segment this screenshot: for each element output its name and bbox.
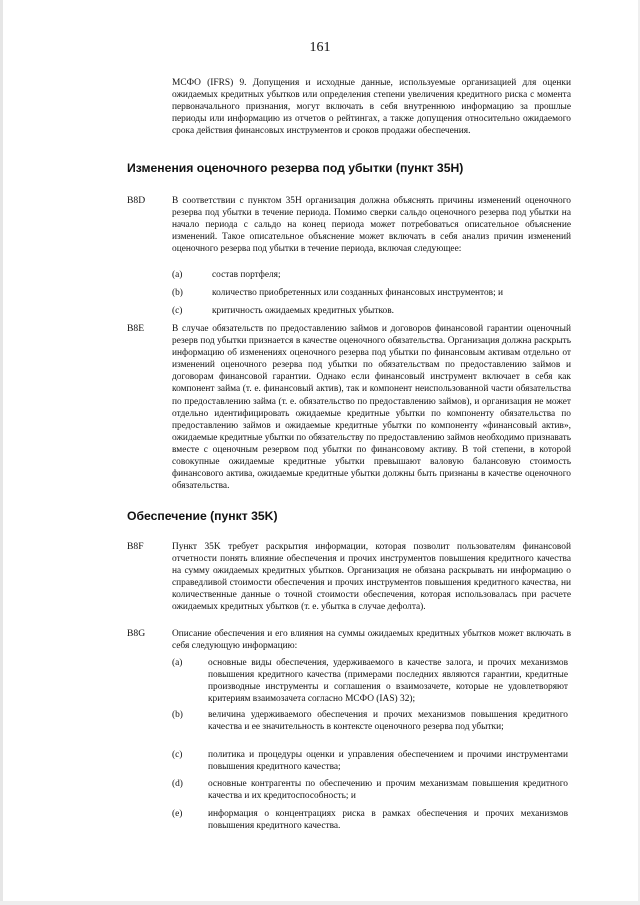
list-item: информация о концентрациях риска в рамках обеспечения и прочих механизмов повышения кредитного качества. — [208, 809, 568, 832]
list-item: основные виды обеспечения, удерживаемого в качестве залога, и прочих механизмов повышения кредитного качества (примерами последних являются гарантии, кредитные производные инструменты и соглашения о взаимозачете, которые не удовлетворяют критериям взаимозачета согласно МСФО (IAS) 32); — [208, 658, 568, 705]
list-item-mark: (b) — [172, 288, 183, 298]
list-item-mark: (c) — [172, 750, 183, 760]
intro-paragraph: МСФО (IFRS) 9. Допущения и исходные данные, используемые организацией для оценки ожидаемых кредитных убытков или определения степени увеличения кредитного риска с момента первоначального признания, могут включать в себя внутреннюю информацию за прошлые периоды или информацию из отчетов о рейтингах, а также допущения относительно ожидаемого срока действия финансовых инструментов и сроков продажи обеспечения. — [172, 78, 571, 137]
paragraph-b8e: В случае обязательств по предоставлению займов и договоров финансовой гарантии оценочный резерв под убытки признается в качестве оценочного обязательства. Организация должна раскрыть информацию об изменениях оценочного резерва под убытки по финансовым активам отдельно от изменений оценочного резерва под убытки по обязательствам по предоставлению займов и договорам финансовой гарантии. Однако если финансовый инструмент включает в себя как компонент займа (т. е. финансовый актив), так и компонент неиспользованной части обязательства по предоставлению займа (т. е. обязательство по предоставлению займов), и организация не может отдельно идентифицировать ожидаемые кредитные убытки по компоненту обязательства по предоставлению займов и ожидаемые кредитные убытки по компоненту «финансовый актив», ожидаемые кредитные убытки по обязательству по предоставлению займов необходимо признавать вместе с оценочным резервом под убытки по финансовому активу. В той степени, в которой совокупные ожидаемые кредитные убытки превышают валовую балансовую стоимость финансового актива, ожидаемые кредитные убытки должны быть признаны в качестве оценочного обязательства. — [172, 324, 572, 492]
scan-bottom-edge — [0, 901, 640, 905]
paragraph-b8g: Описание обеспечения и его влияния на суммы ожидаемых кредитных убытков может включать в себя следующую информацию: — [172, 629, 571, 652]
scan-left-edge — [0, 0, 3, 905]
list-item: количество приобретенных или созданных финансовых инструментов; и — [212, 288, 504, 298]
list-item-mark: (a) — [172, 658, 183, 668]
section-heading-loss-allowance: Изменения оценочного резерва под убытки (пункт 35H) — [127, 161, 464, 175]
page-number: 161 — [309, 40, 331, 55]
list-item-mark: (b) — [172, 710, 183, 720]
paragraph-id-b8g: B8G — [127, 628, 146, 639]
list-item: состав портфеля; — [212, 270, 281, 280]
list-item-mark: (c) — [172, 306, 183, 316]
list-item: политика и процедуры оценки и управления обеспечением и прочими инструментами повышения кредитного качества; — [208, 750, 568, 773]
list-item-mark: (a) — [172, 270, 183, 280]
list-item-mark: (e) — [172, 809, 183, 819]
paragraph-b8d: В соответствии с пунктом 35H организация должна объяснять причины изменений оценочного резерва под убытки в течение периода. Помимо сверки сальдо оценочного резерва под убытки на начало периода с сальдо на конец периода может потребоваться описательное объяснение изменений. Такое описательное объяснение может включать в себя анализ причин изменений оценочного резерва под убытки в течение периода, включая следующее: — [172, 196, 571, 255]
paragraph-b8f: Пункт 35K требует раскрытия информации, которая позволит пользователям финансовой отчетности понять влияние обеспечения и прочих инструментов повышения кредитного качества на сумму ожидаемых кредитных убытков. Организация не обязана раскрывать ни информацию о справедливой стоимости обеспечения и прочих инструментов повышения кредитного качества, ни количественные данные о точной стоимости обеспечения, которая использовалась при расчете ожидаемых кредитных убытков (т. е. убытка в случае дефолта). — [172, 542, 571, 613]
list-item: основные контрагенты по обеспечению и прочим механизмам повышения кредитного качества и их кредитоспособность; и — [208, 779, 568, 802]
paragraph-id-b8e: B8E — [127, 323, 145, 334]
section-heading-collateral: Обеспечение (пункт 35K) — [127, 509, 278, 523]
paragraph-id-b8d: B8D — [127, 195, 146, 206]
paragraph-id-b8f: B8F — [127, 541, 144, 552]
list-item: величина удерживаемого обеспечения и прочих механизмов повышения кредитного качества и ее значительность в контексте оценочного резерва под убытки; — [208, 710, 568, 733]
list-item-mark: (d) — [172, 779, 183, 789]
list-item: критичность ожидаемых кредитных убытков. — [212, 306, 394, 316]
